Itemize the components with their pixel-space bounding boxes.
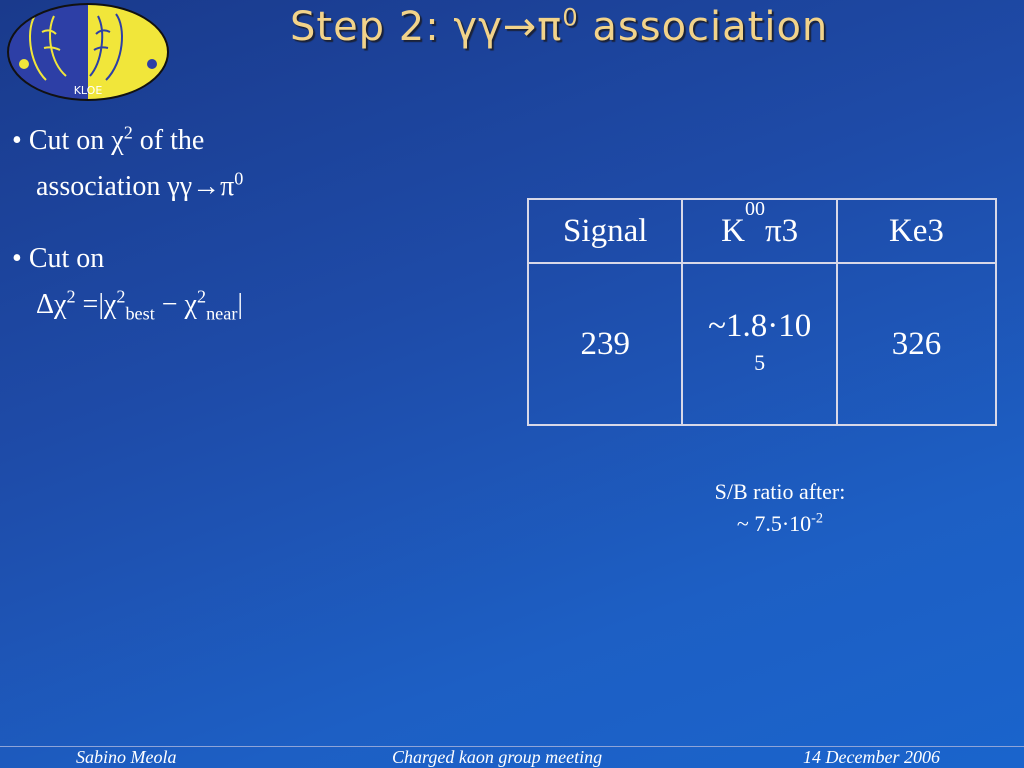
bullet-2-formula: $\Delta\chi^2 =|\chi^2_{best} - \chi^2_{near}|$ xyxy=(36,286,243,324)
footer xyxy=(0,746,1024,768)
bullet-list xyxy=(12,118,243,328)
logo-text: KLOE xyxy=(73,84,103,97)
footer-date: 14 December 2006 xyxy=(803,747,940,767)
slide-title: Step 2: $\gamma\gamma\to\pi^0$ association xyxy=(290,3,829,50)
bullet-1-line-1: • Cut on $\chi^2$ of the xyxy=(12,122,205,156)
sb-ratio-value: ~ $7.5\cdot 10^{-2}$ xyxy=(736,510,824,536)
table-row xyxy=(528,263,996,425)
bullet-1-line-2: association $\gamma\gamma\to\pi^0$ xyxy=(36,168,244,202)
header-k00pi3: $K^{00}\pi 3$ xyxy=(682,199,836,263)
header-signal: Signal xyxy=(528,199,682,263)
value-signal: 239 xyxy=(528,263,682,425)
sb-ratio-note xyxy=(620,476,940,540)
header-ke3: Ke3 xyxy=(837,199,996,263)
value-ke3: 326 xyxy=(837,263,996,425)
bullet-2-line-1: • Cut on xyxy=(12,243,105,274)
sb-ratio-label: S/B ratio after: xyxy=(714,479,846,504)
kloe-logo xyxy=(6,2,170,102)
results-table xyxy=(527,198,997,426)
table-header-row xyxy=(528,199,996,263)
value-k00pi3: ~1.8·10 5 xyxy=(682,263,836,425)
footer-author: Sabino Meola xyxy=(76,747,177,767)
footer-meeting: Charged kaon group meeting xyxy=(392,747,603,767)
